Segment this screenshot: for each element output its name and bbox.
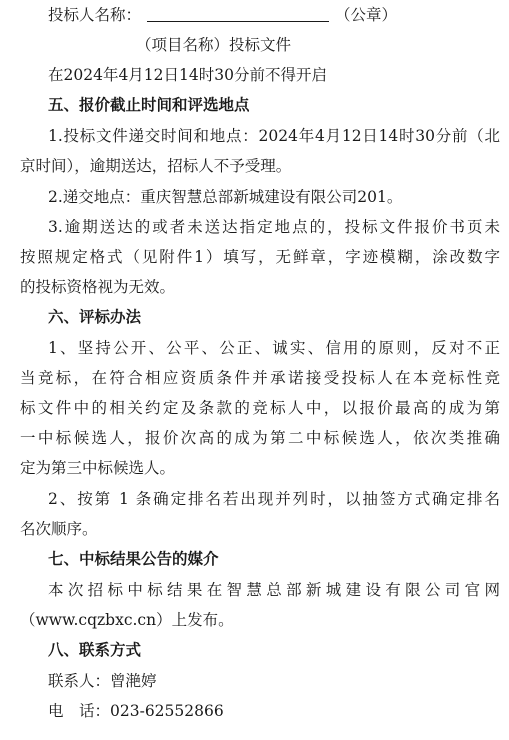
section6-heading: 六、评标办法 (48, 307, 142, 326)
section6-p2-line2: 名次顺序。 (20, 520, 98, 538)
section5-p3-line1: 3.逾期送达的或者未送达指定地点的，投标文件报价书页未 (48, 218, 500, 236)
section5-p3-line3: 的投标资格视为无效。 (20, 278, 176, 296)
contact-person: 联系人：曾滟婷 (48, 672, 157, 690)
section6-p2-line1: 2、按第 1 条确定排名若出现并列时，以抽签方式确定排名 (48, 490, 500, 508)
section5-p1-line1: 1.投标文件递交时间和地点：2024年4月12日14时30分前（北 (48, 127, 500, 145)
section8-heading: 八、联系方式 (48, 640, 142, 659)
section6-p1-line3: 标文件中的相关约定及条款的竞标人中，以报价最高的成为第 (20, 399, 500, 417)
section5-p1-line2: 京时间），逾期送达，招标人不予受理。 (20, 157, 292, 175)
section5-p2: 2.递交地点：重庆智慧总部新城建设有限公司201。 (48, 188, 403, 206)
section7-p1-line2: （www.cqzbxc.cn）上发布。 (20, 611, 234, 629)
bidder-name-row (48, 4, 509, 26)
project-title-line: （项目名称）投标文件 (136, 36, 292, 54)
section6-p1-line2: 当竞标，在符合相应资质条件并承诺接受投标人在本竞标性竞 (20, 369, 500, 387)
section5-heading: 五、报价截止时间和评选地点 (48, 95, 250, 114)
section6-p1-line1: 1、坚持公开、公平、公正、诚实、信用的原则，反对不正 (48, 339, 500, 357)
section7-p1-line1: 本次招标中标结果在智慧总部新城建设有限公司官网 (48, 581, 500, 599)
bidder-name-blank (147, 5, 329, 22)
bidder-name-label: 投标人名称： (48, 6, 142, 24)
contact-phone: 电 话：023-62552866 (48, 702, 224, 720)
seal-label: （公章） (335, 6, 398, 24)
section7-heading: 七、中标结果公告的媒介 (48, 549, 219, 568)
opening-notice: 在2024年4月12日14时30分前不得开启 (48, 66, 327, 84)
section6-p1-line4: 一中标候选人，报价次高的成为第二中标候选人，依次类推确 (20, 429, 500, 447)
section6-p1-line5: 定为第三中标候选人。 (20, 459, 176, 477)
section5-p3-line2: 按照规定格式（见附件1）填写，无鲜章，字迹模糊，涂改数字 (20, 248, 500, 266)
